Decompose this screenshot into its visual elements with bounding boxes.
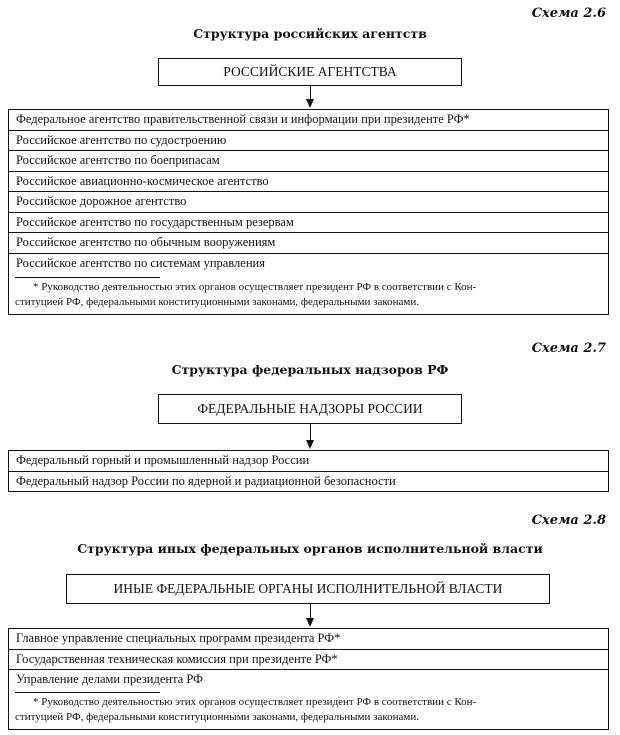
scheme-2-8-title: Структура иных федеральных органов исполнительной власти [77,541,543,556]
scheme-2-8-list [8,628,609,730]
footnote-line-2: ституцией РФ, федеральными конституционными законами, федеральными законами. [15,296,420,308]
scheme-2-6-footnote [9,273,608,314]
scheme-2-7-head-box: ФЕДЕРАЛЬНЫЕ НАДЗОРЫ РОССИИ [158,394,462,424]
scheme-2-8-connector [310,604,311,618]
list-item: Управление делами президента РФ [16,672,203,686]
list-item: Федеральный горный и промышленный надзор России [9,451,608,472]
footnote-line-1: * Руководство деятельностью этих органов осуществляет президент РФ в соответствии с Кон- [33,281,477,293]
list-item: Государственная техническая комиссия при президенте РФ* [9,650,608,671]
scheme-2-6-list [8,109,609,315]
scheme-2-8-label: Схема 2.8 [531,513,606,528]
scheme-2-7-label: Схема 2.7 [531,341,606,356]
scheme-2-8-head-box: ИНЫЕ ФЕДЕРАЛЬНЫЕ ОРГАНЫ ИСПОЛНИТЕЛЬНОЙ ВЛАСТИ [66,574,550,604]
footnote-rule [15,692,160,693]
scheme-2-8-footnote [9,690,608,729]
footnote-rule [15,277,160,278]
scheme-2-7-arrow-icon [306,440,314,449]
list-item: Российское агентство по обычным вооружениям [9,233,608,254]
footnote-line-1: * Руководство деятельностью этих органов осуществляет президент РФ в соответствии с Кон- [33,695,477,708]
scheme-2-6-connector [310,86,311,99]
scheme-2-6-arrow-icon [306,99,314,108]
list-item: Федеральный надзор России по ядерной и радиационной безопасности [16,473,396,488]
list-item: Российское агентство по системам управления [16,255,265,270]
list-item: Федеральное агентство правительственной связи и информации при президенте РФ* [9,110,608,131]
list-item: Российское агентство по государственным резервам [9,213,608,234]
footnote-line-2: ституцией РФ, федеральными конституционными законами, федеральными законами. [15,710,420,723]
scheme-2-7-list [8,450,609,492]
list-item: Российское агентство по судостроению [9,131,608,152]
list-item: Главное управление специальных программ президента РФ* [9,629,608,650]
scheme-2-6-label: Схема 2.6 [531,6,606,21]
list-item: Российское дорожное агентство [9,192,608,213]
scheme-2-6-title: Структура российских агентств [193,26,427,41]
scheme-2-6-head-box: РОССИЙСКИЕ АГЕНТСТВА [158,58,462,86]
scheme-2-7-title: Структура федеральных надзоров РФ [171,362,449,377]
scheme-2-8-arrow-icon [306,618,314,627]
list-item: Российское авиационно-космическое агентство [9,172,608,193]
scheme-2-7-connector [310,424,311,440]
list-item: Российское агентство по боеприпасам [9,151,608,172]
